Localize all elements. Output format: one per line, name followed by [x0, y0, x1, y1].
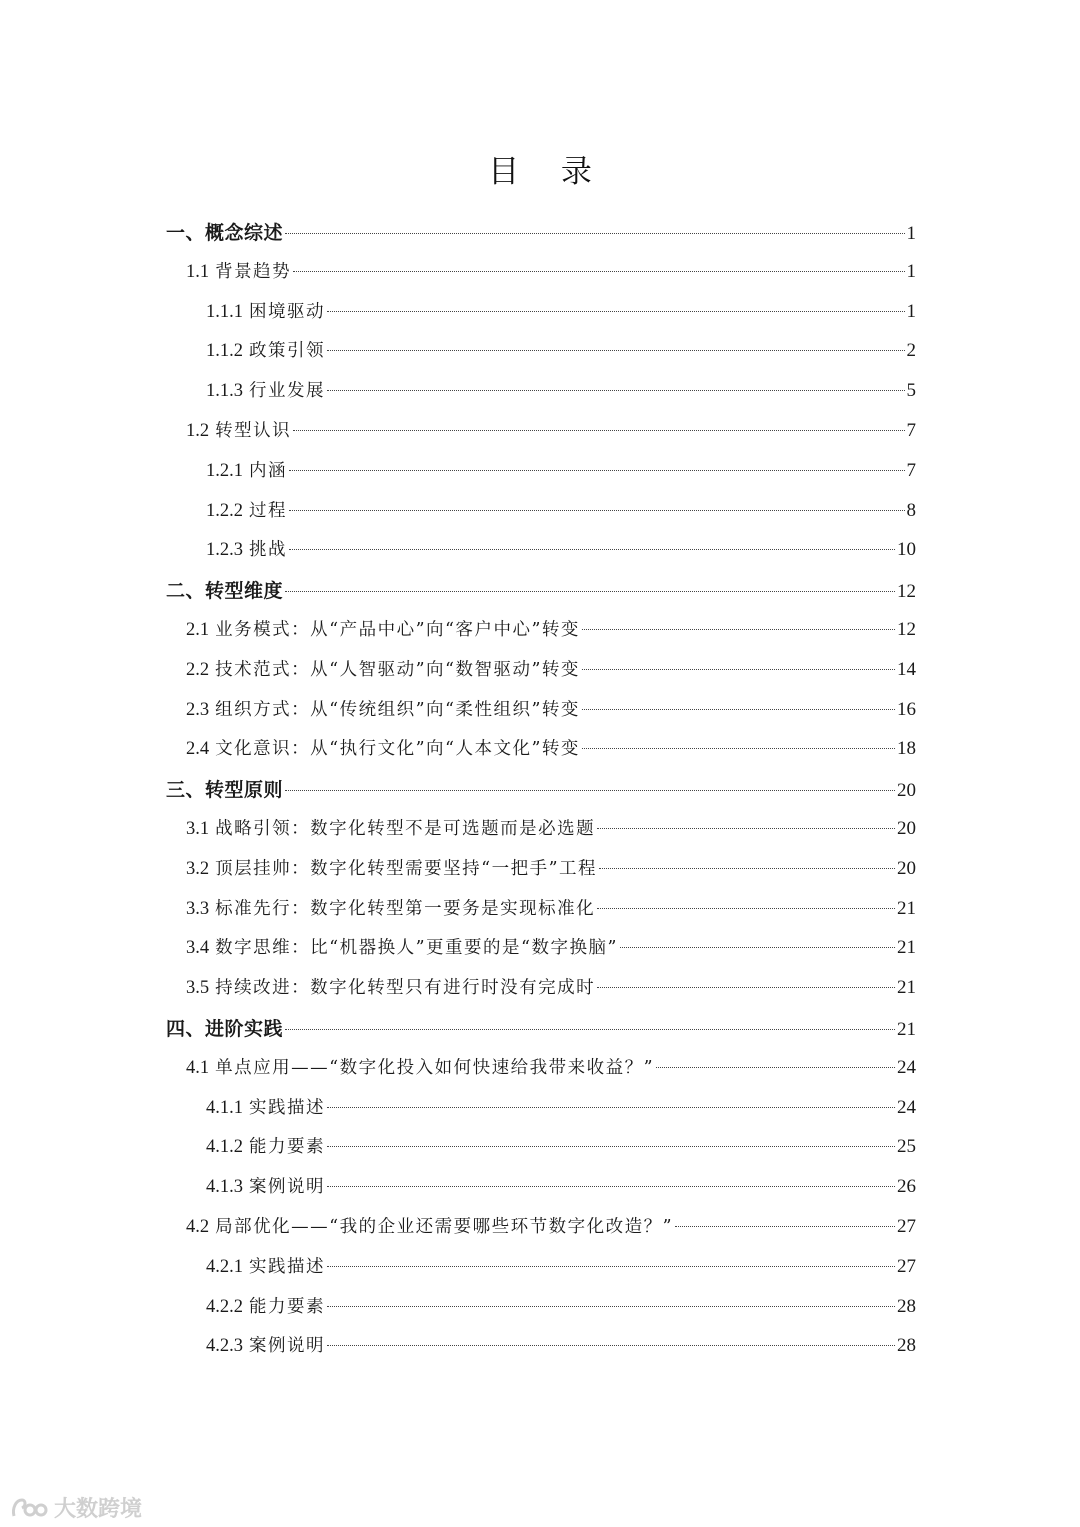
dot-leader — [582, 748, 895, 749]
toc-entry-title: 能力要素 — [249, 1137, 325, 1158]
toc-entry-number: 3.5 — [186, 978, 210, 999]
toc-entry-number: 4.1.2 — [206, 1137, 243, 1158]
toc-entry[interactable] — [206, 497, 916, 537]
page-title: 目 录 — [488, 154, 608, 190]
toc-entry-number: 4.1 — [186, 1057, 210, 1078]
toc-entry[interactable] — [186, 974, 916, 1014]
logo-mark-icon — [10, 1494, 50, 1522]
toc-entry[interactable] — [206, 1133, 916, 1173]
toc-entry-title: 三、转型原则 — [166, 779, 284, 802]
toc-entry-title: 单点应用——“数字化投入如何快速给我带来收益？” — [215, 1057, 655, 1078]
dot-leader — [289, 470, 905, 471]
toc-entry-number: 4.2.3 — [206, 1336, 243, 1357]
toc-entry-page-number: 1 — [906, 300, 916, 322]
toc-entry-title: 组织方式：从“传统组织”向“柔性组织”转变 — [215, 699, 580, 720]
toc-entry-page-number: 12 — [897, 619, 916, 640]
dot-leader — [289, 510, 905, 511]
toc-entry[interactable] — [206, 377, 916, 417]
toc-entry-number: 2.2 — [186, 659, 210, 680]
toc-entry[interactable] — [206, 1173, 916, 1213]
toc-entry-page-number: 7 — [906, 459, 916, 481]
dot-leader — [289, 549, 895, 550]
dot-leader — [327, 350, 905, 351]
toc-entry-number: 4.2 — [186, 1217, 210, 1237]
toc-entry-page-number: 7 — [906, 420, 916, 441]
toc-entry-title: 背景趋势 — [215, 261, 292, 282]
toc-entry-number: 1.1.2 — [206, 341, 243, 362]
dot-leader — [620, 947, 895, 948]
toc-entry-number: 2.4 — [186, 739, 210, 760]
toc-entry-page-number: 18 — [897, 738, 916, 760]
toc-entry-page-number: 28 — [897, 1335, 916, 1357]
toc-entry-number: 2.1 — [186, 620, 210, 640]
toc-entry-number: 3.2 — [186, 858, 210, 879]
toc-entry-title: 业务模式：从“产品中心”向“客户中心”转变 — [215, 620, 580, 640]
toc-entry-page-number: 20 — [897, 857, 916, 879]
toc-entry-title: 四、进阶实践 — [166, 1018, 284, 1040]
toc-entry-page-number: 5 — [906, 380, 916, 402]
dot-leader — [582, 709, 895, 710]
toc-entry-page-number: 2 — [906, 340, 916, 362]
watermark — [10, 1492, 142, 1523]
dot-leader — [327, 390, 905, 391]
toc-entry[interactable] — [206, 1332, 916, 1372]
dot-leader — [582, 669, 895, 670]
toc-entry-number: 1.2 — [186, 421, 210, 441]
toc-entry-number: 4.1.1 — [206, 1097, 243, 1118]
toc-entry[interactable] — [186, 815, 916, 855]
dot-leader — [675, 1226, 895, 1227]
toc-entry-number: 1.1.1 — [206, 301, 243, 322]
toc-entry-page-number: 27 — [897, 1216, 916, 1237]
toc-entry-title: 技术范式：从“人智驱动”向“数智驱动”转变 — [215, 659, 580, 680]
toc-entry[interactable] — [206, 536, 916, 576]
toc-entry-title: 政策引领 — [249, 341, 325, 362]
toc-entry-number: 1.1.3 — [206, 381, 243, 402]
toc-entry-title: 过程 — [249, 500, 287, 521]
toc-entry[interactable] — [206, 1293, 916, 1333]
toc-entry-number: 4.2.1 — [206, 1256, 243, 1277]
toc-entry-title: 能力要素 — [249, 1296, 325, 1317]
dot-leader — [285, 233, 904, 234]
toc-entry[interactable] — [206, 298, 916, 338]
toc-entry-number: 4.1.3 — [206, 1177, 243, 1198]
toc-entry-page-number: 12 — [897, 581, 916, 603]
toc-entry[interactable] — [166, 775, 916, 815]
toc-entry-page-number: 20 — [897, 780, 916, 802]
toc-entry[interactable] — [186, 696, 916, 736]
toc-entry-number: 3.1 — [186, 819, 210, 839]
toc-entry[interactable] — [206, 337, 916, 377]
toc-entry-page-number: 24 — [897, 1096, 916, 1118]
dot-leader — [582, 629, 895, 630]
toc-entry-title: 顶层挂帅：数字化转型需要坚持“一把手”工程 — [215, 858, 598, 879]
toc-entry[interactable] — [186, 855, 916, 895]
toc-entry[interactable] — [206, 457, 916, 497]
toc-entry-title: 转型认识 — [215, 421, 292, 441]
toc-entry-title: 实践描述 — [249, 1256, 325, 1277]
toc-entry-title: 实践描述 — [249, 1097, 325, 1118]
toc-entry-page-number: 27 — [897, 1255, 916, 1277]
toc-entry-page-number: 26 — [897, 1176, 916, 1198]
toc-entry-page-number: 21 — [897, 977, 916, 999]
toc-entry-number: 3.4 — [186, 938, 210, 959]
toc-entry-page-number: 24 — [897, 1056, 916, 1078]
dot-leader — [285, 1029, 895, 1030]
toc-entry-title: 案例说明 — [249, 1177, 325, 1198]
toc-entry-number: 1.2.2 — [206, 500, 243, 521]
dot-leader — [293, 430, 904, 431]
toc-entry[interactable] — [206, 1094, 916, 1134]
toc-entry-page-number: 25 — [897, 1136, 916, 1158]
toc-entry[interactable] — [186, 1054, 916, 1094]
toc-entry-page-number: 1 — [906, 260, 916, 282]
dot-leader — [327, 1146, 895, 1147]
dot-leader — [327, 311, 905, 312]
toc-entry-page-number: 16 — [897, 698, 916, 720]
watermark-text: 大数跨境 — [54, 1497, 143, 1522]
toc-entry[interactable] — [186, 417, 916, 457]
toc-entry-page-number: 1 — [906, 223, 916, 244]
dot-leader — [597, 828, 895, 829]
toc-entry[interactable] — [186, 934, 916, 974]
toc-entry-title: 标准先行：数字化转型第一要务是实现标准化 — [215, 898, 596, 919]
toc-entry-title: 内涵 — [249, 460, 287, 481]
dot-leader — [285, 591, 895, 592]
dot-leader — [327, 1107, 895, 1108]
toc-entry-page-number: 21 — [897, 1019, 916, 1040]
dot-leader — [293, 271, 904, 272]
toc-entry[interactable] — [186, 656, 916, 696]
toc-entry[interactable] — [166, 1014, 916, 1054]
toc-entry-title: 二、转型维度 — [166, 580, 284, 603]
toc-entry-title: 文化意识：从“执行文化”向“人本文化”转变 — [215, 739, 580, 760]
toc-entry-number: 3.3 — [186, 898, 210, 919]
toc-entry-number: 4.2.2 — [206, 1296, 243, 1317]
dot-leader — [327, 1266, 895, 1267]
toc-entry-page-number: 8 — [906, 499, 916, 521]
toc-entry-title: 局部优化——“我的企业还需要哪些环节数字化改造？” — [215, 1217, 674, 1237]
toc-entry-number: 1.1 — [186, 261, 210, 282]
toc-entry-title: 持续改进：数字化转型只有进行时没有完成时 — [215, 978, 596, 999]
dot-leader — [599, 868, 895, 869]
toc-entry-page-number: 21 — [897, 897, 916, 919]
toc-entry[interactable] — [186, 258, 916, 298]
toc-entry[interactable] — [186, 616, 916, 656]
toc-entry-page-number: 20 — [897, 818, 916, 839]
toc-entry-page-number: 21 — [897, 937, 916, 959]
toc-entry[interactable] — [166, 576, 916, 616]
toc-entry-title: 困境驱动 — [249, 301, 325, 322]
toc-entry-number: 1.2.1 — [206, 460, 243, 481]
toc-entry-title: 数字思维：比“机器换人”更重要的是“数字换脑” — [215, 938, 618, 959]
toc-entry-title: 行业发展 — [249, 381, 325, 402]
toc-entry[interactable] — [186, 895, 916, 935]
toc-entry[interactable] — [206, 1253, 916, 1293]
dot-leader — [285, 790, 895, 791]
toc-entry-page-number: 28 — [897, 1295, 916, 1317]
toc-entry-title: 战略引领：数字化转型不是可选题而是必选题 — [215, 819, 596, 839]
dot-leader — [327, 1306, 895, 1307]
toc-entry-title: 案例说明 — [249, 1336, 325, 1357]
dot-leader — [656, 1067, 895, 1068]
toc-entry-title: 一、概念综述 — [166, 222, 284, 244]
dot-leader — [327, 1345, 895, 1346]
toc-entry-title: 挑战 — [249, 540, 287, 561]
toc-entry[interactable] — [186, 735, 916, 775]
dot-leader — [327, 1186, 895, 1187]
dot-leader — [597, 908, 895, 909]
toc-entry[interactable] — [166, 218, 916, 258]
toc-entry-number: 2.3 — [186, 699, 210, 720]
dot-leader — [597, 987, 895, 988]
toc-entry-number: 1.2.3 — [206, 540, 243, 561]
toc-entry[interactable] — [186, 1213, 916, 1253]
toc-entry-page-number: 10 — [897, 539, 916, 561]
toc-entry-page-number: 14 — [897, 658, 916, 680]
